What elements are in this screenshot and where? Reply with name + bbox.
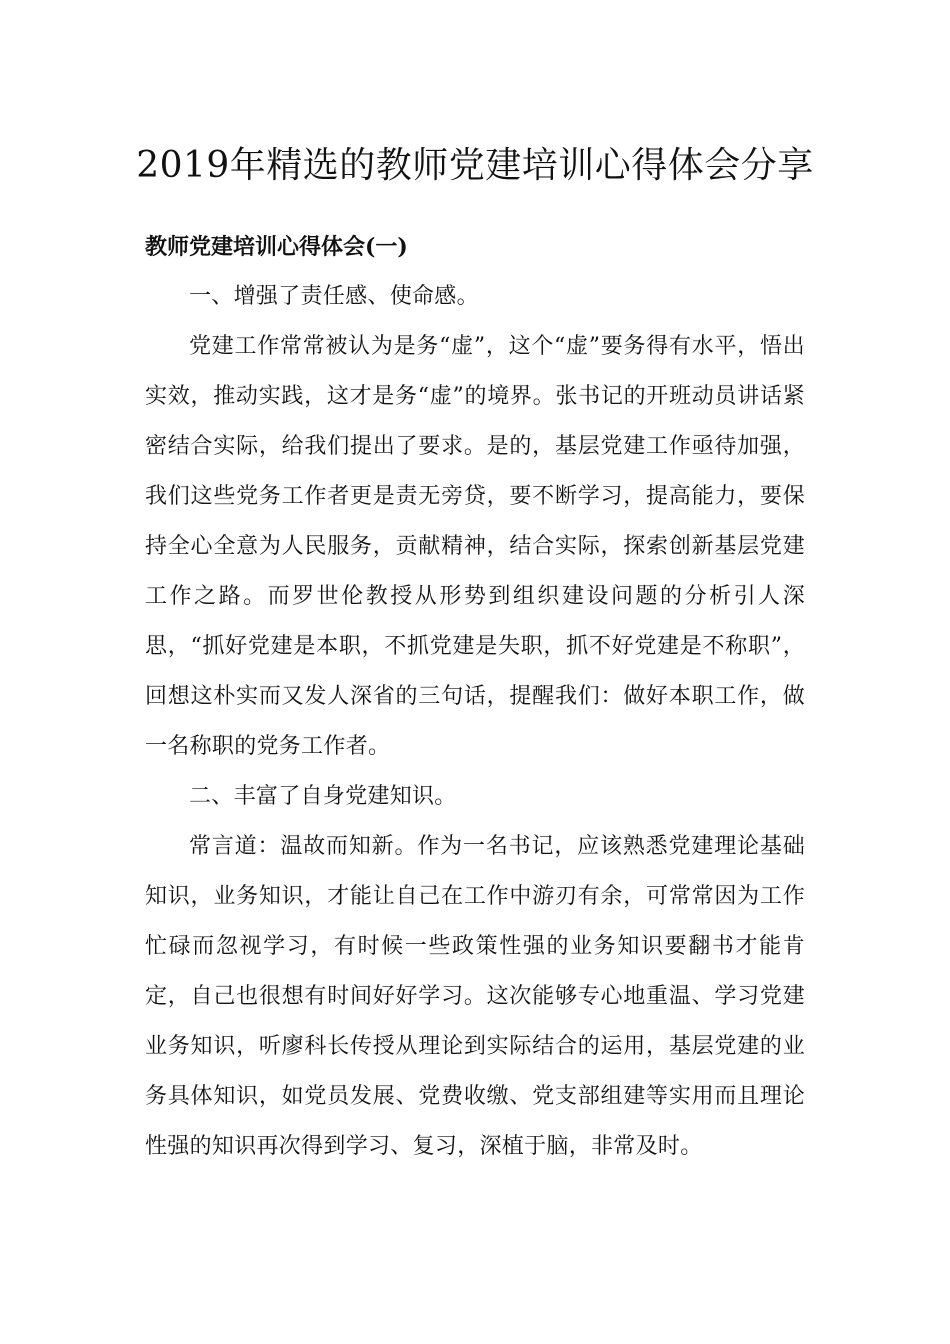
body-paragraph-2: 常言道：温故而知新。作为一名书记，应该熟悉党建理论基础知识，业务知识，才能让自己在工作中游刃有余，可常常因为工作忙碌而忽视学习，有时候一些政策性强的业务知识要翻书才能肯定，自己也很想有时间好好学习。这次能够专心地重温、学习党建业务知识，听廖科长传授从理论到实际结合的运用，基层党建的业务具体知识，如党员发展、党费收缴、党支部组建等实用而且理论性强的知识再次得到学习、复习，深植于脑，非常及时。 [145, 834, 805, 1159]
point-heading-1: 一、增强了责任感、使命感。 [189, 284, 479, 309]
section-heading: 教师党建培训心得体会(一) [145, 234, 408, 260]
point-heading-2: 二、丰富了自身党建知识。 [189, 784, 457, 809]
document-title: 2019年精选的教师党建培训心得体会分享 [136, 145, 814, 186]
document-body [145, 222, 805, 1172]
body-paragraph-1: 党建工作常常被认为是务“虚”，这个“虚”要务得有水平，悟出实效，推动实践，这才是务“虚”的境界。张书记的开班动员讲话紧密结合实际，给我们提出了要求。是的，基层党建工作亟待加强，我们这些党务工作者更是责无旁贷，要不断学习，提高能力，要保持全心全意为人民服务，贡献精神，结合实际，探索创新基层党建工作之路。而罗世伦教授从形势到组织建设问题的分析引人深思，“抓好党建是本职，不抓党建是失职，抓不好党建是不称职”，回想这朴实而又发人深省的三句话，提醒我们：做好本职工作，做一名称职的党务工作者。 [145, 334, 805, 759]
